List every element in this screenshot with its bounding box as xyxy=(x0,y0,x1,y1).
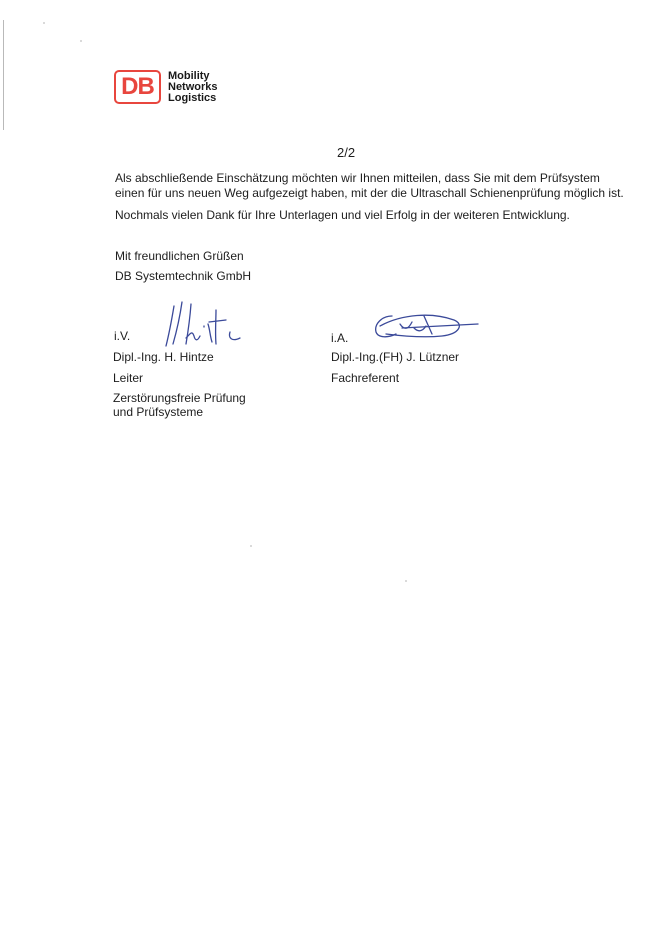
db-logo-text: DB xyxy=(121,73,154,100)
signatory-left-department-1: Zerstörungsfreie Prüfung xyxy=(113,391,246,405)
scan-speck xyxy=(43,22,45,24)
signatory-left-role: Leiter xyxy=(113,371,144,385)
page-number: 2/2 xyxy=(337,145,356,160)
db-logo xyxy=(114,70,218,104)
signatory-right-prefix: i.A. xyxy=(331,331,349,345)
db-logo-mark xyxy=(114,70,161,104)
paragraph-line-2: einen für uns neuen Weg aufgezeigt haben, mit der die Ultraschall Schienenprüfung möglich ist. xyxy=(115,186,624,200)
paragraph-line-3: Nochmals vielen Dank für Ihre Unterlagen und viel Erfolg in der weiteren Entwicklung. xyxy=(115,208,570,222)
scan-speck xyxy=(250,545,252,547)
logo-line-logistics: Logistics xyxy=(168,91,217,104)
signatory-left-department-2: und Prüfsysteme xyxy=(113,405,204,419)
signature-luetzner-icon xyxy=(362,306,482,346)
signatory-left-name: Dipl.-Ing. H. Hintze xyxy=(113,350,214,364)
signatory-right-role: Fachreferent xyxy=(331,371,400,385)
scan-edge-line xyxy=(3,20,4,130)
logo-tagline xyxy=(168,71,218,104)
signatory-left-prefix: i.V. xyxy=(114,329,131,343)
logo-line-mobility: Mobility xyxy=(168,69,210,82)
paragraph-line-1: Als abschließende Einschätzung möchten wir Ihnen mitteilen, dass Sie mit dem Prüfsystem xyxy=(115,171,600,185)
scan-speck xyxy=(80,40,82,42)
signatory-right-name: Dipl.-Ing.(FH) J. Lützner xyxy=(331,350,460,364)
closing-greeting: Mit freundlichen Grüßen xyxy=(115,249,244,263)
signature-hintze-icon xyxy=(160,296,255,352)
scan-speck xyxy=(405,580,407,582)
logo-line-networks: Networks xyxy=(168,80,218,93)
closing-company: DB Systemtechnik GmbH xyxy=(115,269,252,283)
